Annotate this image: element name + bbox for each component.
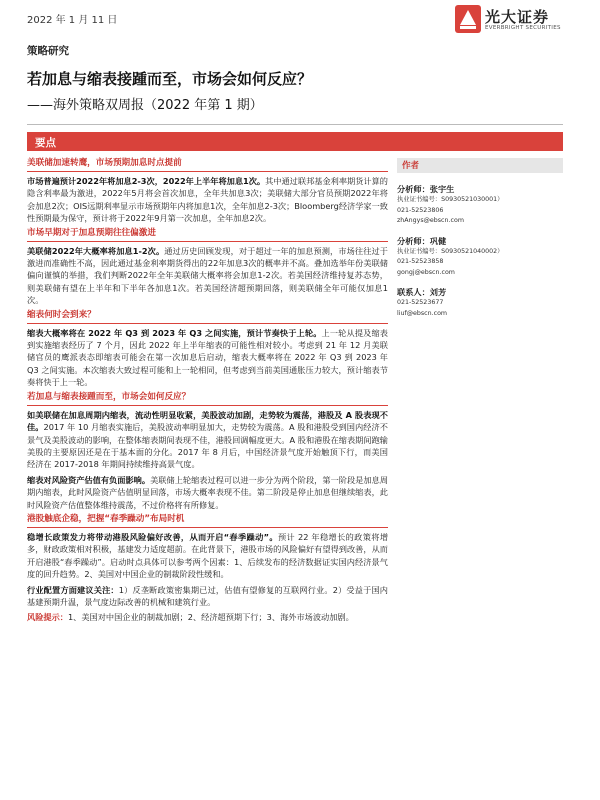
section-paragraph [27, 474, 388, 511]
section [27, 228, 388, 307]
analyst-email[interactable]: gongj@ebscn.com [397, 268, 455, 276]
analyst-name-line [397, 183, 563, 195]
risk-warning [27, 611, 388, 623]
section [27, 158, 388, 225]
brand-name-en: EVERBRIGHT SECURITIES [485, 25, 561, 31]
paragraph-text: 通过历史回顾发现，对于超过一年的加息预测，市场往往过于激进而准确性不高，因此通过基金利率期货得出的22年加息3次的概率并不高。叠加选举年份美联储偏向谨慎的举措，我们判断2022年全年美联储大概率将会加息1-2次。若美国经济维持复苏态势，则美联储有望在上半年和下半年各加息1次。若美国经济超预期回落，则美联储全年可能仅加息1次。 [27, 245, 388, 306]
summary-label: 要点 [35, 137, 56, 149]
analyst-role: 分析师： [397, 184, 430, 194]
author-panel [397, 158, 563, 327]
contact-name: 刘芳 [429, 287, 447, 297]
report-subtitle: ——海外策略双周报（2022 年第 1 期） [27, 98, 263, 113]
section-paragraph [27, 409, 388, 471]
analyst-phone: 021-52523806 [397, 206, 444, 214]
section-paragraph [27, 245, 388, 307]
report-category: 策略研究 [27, 45, 69, 57]
report-title: 若加息与缩表接踵而至，市场会如何反应？ [27, 70, 313, 88]
contact-role: 联系人： [397, 287, 430, 297]
analyst-cert: 执业证书编号：S0930521040002） [397, 247, 504, 255]
risk-text: 1、美国对中国企业的制裁加剧；2、经济超预期下行；3、海外市场波动加剧。 [67, 612, 354, 623]
summary-banner [27, 132, 563, 151]
analyst-cert: 执业证书编号：S0930521030001） [397, 196, 504, 203]
paragraph-text: 上一轮从提及缩表到实施缩表经历了 7 个月，因此 2022 年上半年缩表的可能性相对较小。考虑到 21 年 12 月美联储官员的鹰派表态即缩表可能会在第一次加息后启动，缩表大概率将在 2022 年 Q3 到 2023 年 Q3 之间实施。本次缩表大致过程可能和上一轮相同，但考虑到当前美国通胀压力较大，预计缩表节奏将快于上一轮。 [27, 327, 388, 388]
paragraph-lead: 缩表对风险资产估值有负面影响。 [27, 474, 151, 485]
report-body [27, 158, 388, 627]
section [27, 310, 388, 389]
paragraph-lead: 缩表大概率将在 2022 年 Q3 到 2023 年 Q3 之间实施，预计节奏快于上轮。 [27, 327, 322, 338]
report-date: 2022 年 1 月 11 日 [27, 15, 118, 26]
section [27, 392, 388, 511]
brand-name-cn: 光大证券 [485, 8, 550, 26]
analyst-email[interactable]: zhAngys@ebscn.com [397, 217, 464, 224]
paragraph-text: 预计 22 年稳增长的政策将增多，财政政策相对积极，基建发力适度超前。在此背景下，港股市场的风险偏好有望得到改善，从而开启港股“春季躁动”。启动时点具体可以参考两个因素：1、后续发布的经济数据证实国内经济景气度的回升趋势。2、美国对中国企业的制裁阶段性缓和。 [27, 531, 389, 580]
paragraph-text: 美联储上轮缩表过程可以进一步分为两个阶段，第一阶段是加息周期内缩表，此时风险资产估值明显回落，市场大概率表现不佳。第二阶段是停止加息但继续缩表，此时风险资产估值整体维持震荡，不过价格将有所修复。 [27, 474, 388, 510]
analyst-name: 巩健 [429, 235, 447, 246]
contact-email[interactable]: liuf@ebscn.com [397, 309, 448, 317]
section-heading: 市场早期对于加息预期往往偏激进 [27, 228, 388, 242]
paragraph-lead: 行业配置方面建议关注： [27, 584, 119, 595]
paragraph-lead: 稳增长政策发力将带动港股风险偏好改善，从而开启“春季躁动”。 [27, 531, 278, 542]
analyst-role: 分析师： [397, 235, 430, 246]
author-heading: 作者 [397, 158, 563, 173]
analyst-name-line [397, 235, 563, 247]
analyst-phone: 021-52523858 [397, 258, 444, 265]
section-paragraph [27, 584, 388, 609]
section-paragraph [27, 531, 388, 581]
paragraph-lead: 如美联储在加息周期内缩表，流动性明显收紧，美股波动加剧，走势较为震荡，港股及 A 股表现不佳。 [27, 409, 388, 433]
section-heading: 美联储加速转鹰，市场预期加息时点提前 [27, 158, 388, 172]
paragraph-text: 其中通过联邦基金利率期货计算的隐含利率最为激进，2022年5月将会首次加息，全年共加息3次；美联储大部分官员预期2022年将会加息2次；OIS远期利率显示市场预期年内将加息1次，全年加息2-3次；Bloomberg经济学家一致性预期最为保守，预计将于2022年9月第一次加息，全年加息2次。 [27, 176, 388, 224]
section-heading: 港股触底企稳，把握“春季躁动”布局时机 [27, 514, 388, 528]
section-heading: 缩表何时会到来？ [27, 310, 388, 324]
section-paragraph [27, 327, 388, 389]
analyst-name: 张宇生 [429, 184, 455, 194]
section-paragraph [27, 175, 388, 225]
paragraph-text: 2017 年 10 月缩表实施后，美股波动率明显加大，走势较为震荡。A 股和港股受到国内经济不景气及美股波动的影响，在整体缩表期间表现不佳，港股回调幅度更大。A 股和港股在缩表期间跑输美股的主要原因还是在于基本面的分化。2017 年 8 月后，中国经济景气度开始触顶下行，而美国经济在 2017-2018 年期间持续维持高景气度。 [27, 422, 388, 470]
risk-label: 风险提示： [27, 612, 68, 623]
section-heading: 若加息与缩表接踵而至，市场会如何反应？ [27, 392, 388, 406]
paragraph-lead: 美联储2022年大概率将加息1-2次。 [27, 245, 165, 256]
paragraph-text: 1）反垄断政策密集期已过，估值有望修复的互联网行业。2）受益于国内基建预期升温，景气度边际改善的机械和建筑行业。 [27, 584, 388, 607]
paragraph-lead: 市场普遍预计2022年将加息2-3次，2022年上半年将加息1次。 [27, 176, 266, 186]
section [27, 514, 388, 608]
title-divider [27, 124, 563, 125]
brand-logo [455, 3, 575, 37]
contact-card [397, 286, 563, 319]
analyst-card [397, 183, 563, 227]
contact-name-line [397, 286, 563, 298]
contact-phone: 021-52523677 [397, 299, 444, 306]
everbright-logo-icon [455, 5, 481, 33]
analyst-card [397, 235, 563, 279]
